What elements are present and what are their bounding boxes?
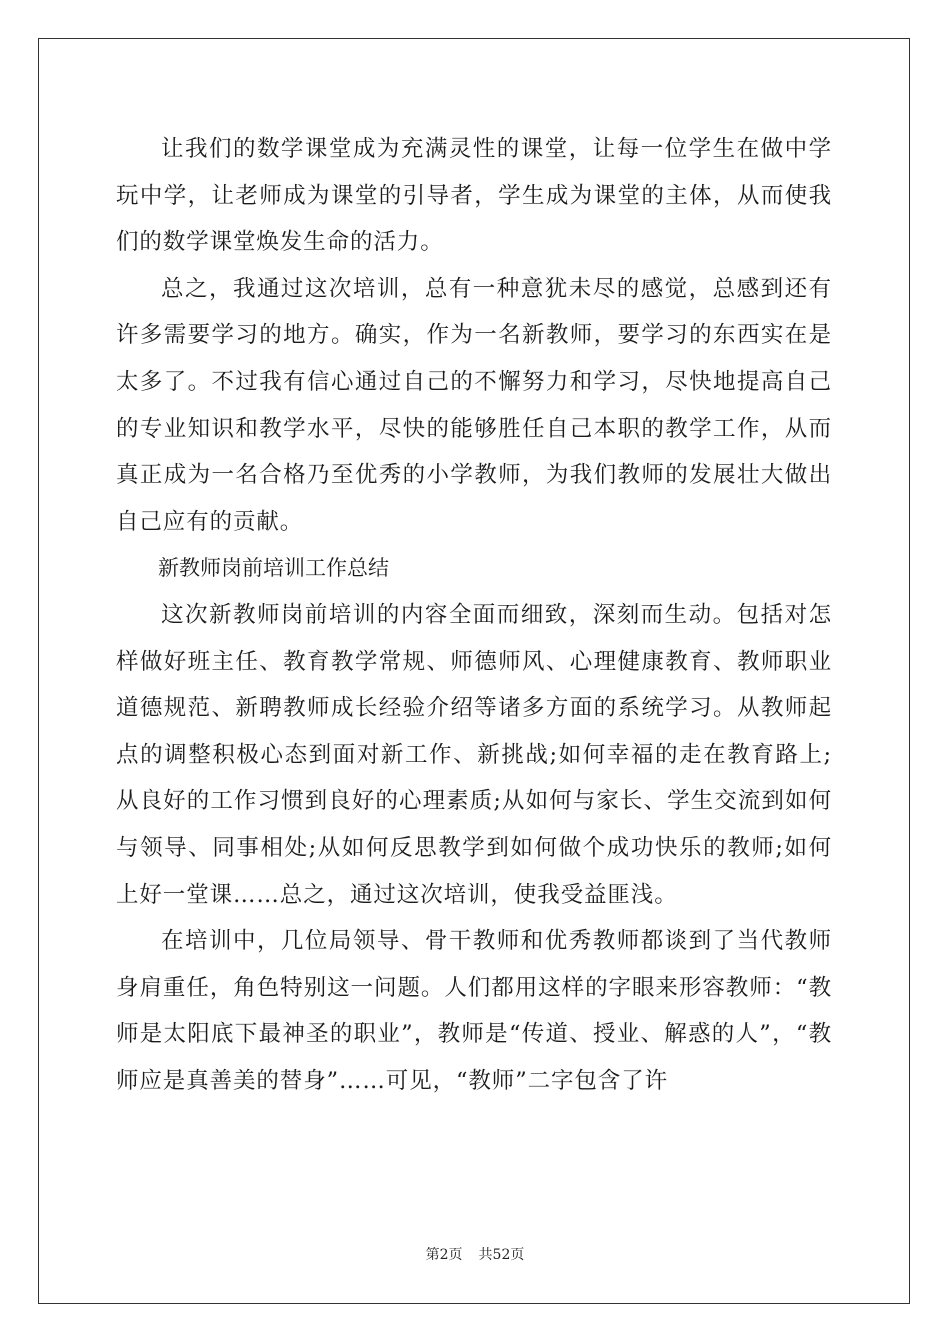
page-number: 第2页 xyxy=(425,1247,463,1263)
paragraph: 让我们的数学课堂成为充满灵性的课堂，让每一位学生在做中学玩中学，让老师成为课堂的引导者，学生成为课堂的主体，从而使我们的数学课堂焕发生命的活力。 xyxy=(116,136,832,256)
page-footer xyxy=(0,1244,950,1264)
document-body xyxy=(116,126,832,1104)
paragraph: 这次新教师岗前培训的内容全面而细致，深刻而生动。包括对怎样做好班主任、教育教学常规、师德师风、心理健康教育、教师职业道德规范、新聘教师成长经验介绍等诸多方面的系统学习。从教师起点的调整积极心态到面对新工作、新挑战;如何幸福的走在教育路上;从良好的工作习惯到良好的心理素质;从如何与家长、学生交流到如何与领导、同事相处;从如何反思教学到如何做个成功快乐的教师;如何上好一堂课……总之，通过这次培训，使我受益匪浅。 xyxy=(116,601,832,908)
section-heading: 新教师岗前培训工作总结 xyxy=(158,556,389,581)
paragraph: 总之，我通过这次培训，总有一种意犹未尽的感觉，总感到还有许多需要学习的地方。确实，作为一名新教师，要学习的东西实在是太多了。不过我有信心通过自己的不懈努力和学习，尽快地提高自己的专业知识和教学水平，尽快的能够胜任自己本职的教学工作，从而真正成为一名合格乃至优秀的小学教师，为我们教师的发展壮大做出自己应有的贡献。 xyxy=(116,275,832,535)
total-pages: 共52页 xyxy=(478,1247,525,1263)
paragraph: 在培训中，几位局领导、骨干教师和优秀教师都谈到了当代教师身肩重任，角色特别这一问题。人们都用这样的字眼来形容教师：“教师是太阳底下最神圣的职业”，教师是“传道、授业、解惑的人”，“教师应是真善美的替身”……可见，“教师”二字包含了许 xyxy=(116,928,832,1094)
